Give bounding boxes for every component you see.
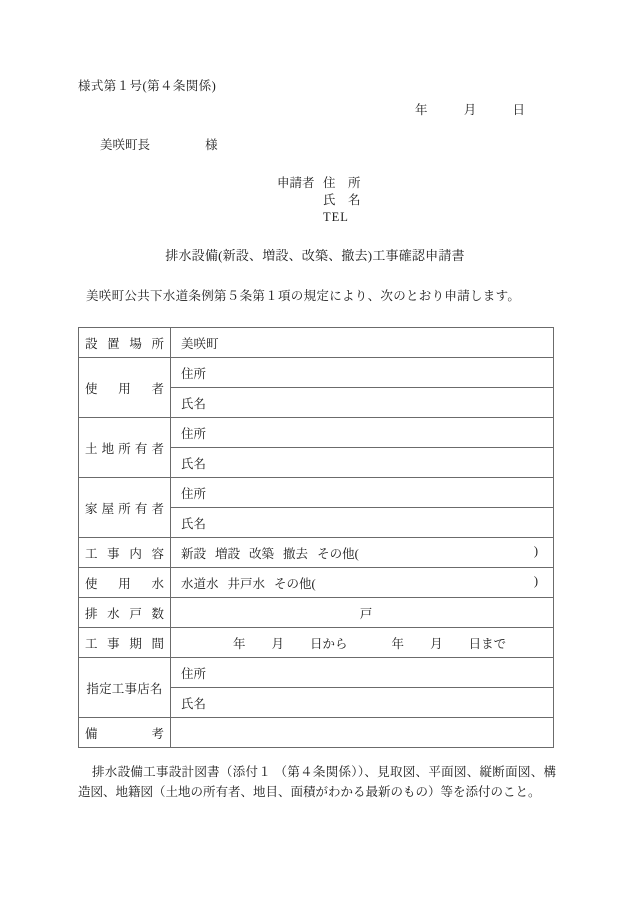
- table-row: [79, 658, 554, 688]
- period-line: [233, 634, 506, 652]
- date-day-label: 日: [512, 103, 526, 117]
- table-row: [79, 598, 554, 628]
- option-3[interactable]: 改築: [249, 546, 275, 561]
- sub-field-label: 住所: [181, 426, 207, 441]
- value-cell[interactable]: [171, 718, 554, 748]
- options-cell[interactable]: [171, 568, 554, 598]
- option-1[interactable]: 水道水: [181, 576, 219, 591]
- intro-sentence: 美咲町公共下水道条例第５条第１項の規定により、次のとおり申請します。: [86, 289, 521, 303]
- row-label-cell: [79, 478, 171, 538]
- option-1[interactable]: 新設: [181, 546, 207, 561]
- option-other-label[interactable]: その他(: [274, 576, 316, 591]
- table-row: [79, 478, 554, 508]
- table-row: [79, 418, 554, 448]
- addressee-name: 美咲町長: [100, 138, 151, 152]
- sub-field-cell[interactable]: [171, 358, 554, 388]
- applicant-tel-row: [277, 209, 361, 226]
- row-label-cell: [79, 568, 171, 598]
- option-2[interactable]: 増設: [215, 546, 241, 561]
- date-month-label: 月: [463, 103, 477, 117]
- sub-field-cell[interactable]: [171, 688, 554, 718]
- sub-field-label: 氏名: [181, 396, 207, 411]
- table-row: [79, 628, 554, 658]
- applicant-block: [277, 175, 361, 226]
- applicant-name-label: 氏 名: [323, 193, 361, 207]
- sub-field-label: 住所: [181, 486, 207, 501]
- row-label: 工事期間: [85, 636, 164, 651]
- option-list: [181, 577, 316, 591]
- row-label: 備考: [85, 726, 164, 741]
- sub-field-label: 住所: [181, 666, 207, 681]
- row-label: 使用水: [85, 576, 164, 591]
- row-label-cell: [79, 718, 171, 748]
- application-form-table: [78, 327, 554, 748]
- row-label: 使用者: [85, 381, 164, 396]
- applicant-tel-label: TEL: [323, 210, 349, 224]
- form-table-body: [79, 328, 554, 748]
- period-to-year-label: 年: [391, 636, 405, 651]
- table-row: [79, 568, 554, 598]
- table-row: [79, 718, 554, 748]
- period-from-month-label: 月: [271, 636, 285, 651]
- applicant-address-row: [277, 175, 361, 192]
- row-label: 工事内容: [85, 546, 164, 561]
- sub-field-label: 住所: [181, 366, 207, 381]
- row-label: 設置場所: [85, 336, 164, 351]
- row-label-cell: [79, 418, 171, 478]
- option-4[interactable]: 撤去: [283, 546, 309, 561]
- value-cell[interactable]: [171, 328, 554, 358]
- row-label-cell: [79, 598, 171, 628]
- applicant-name-row: [277, 192, 361, 209]
- row-label-cell: [79, 328, 171, 358]
- unit-cell[interactable]: [171, 598, 554, 628]
- date-line: [415, 100, 525, 118]
- sub-field-cell[interactable]: [171, 388, 554, 418]
- addressee: [100, 135, 218, 153]
- options-cell[interactable]: [171, 538, 554, 568]
- option-2[interactable]: 井戸水: [227, 576, 266, 591]
- document-title: 排水設備(新設、増設、改築、撤去)工事確認申請書: [165, 248, 465, 263]
- sub-field-cell[interactable]: [171, 418, 554, 448]
- date-year-label: 年: [415, 103, 428, 117]
- row-label-cell: [79, 358, 171, 418]
- sub-field-cell[interactable]: [171, 508, 554, 538]
- row-label: 家屋所有者: [85, 501, 164, 516]
- sub-field-cell[interactable]: [171, 658, 554, 688]
- table-row: [79, 358, 554, 388]
- sub-field-cell[interactable]: [171, 448, 554, 478]
- option-other-label[interactable]: その他(: [317, 546, 359, 561]
- table-row: [79, 538, 554, 568]
- period-to-day-label: 日まで: [468, 636, 507, 651]
- addressee-honorific: 様: [205, 138, 218, 152]
- sub-field-label: 氏名: [181, 516, 207, 531]
- period-from-day-label: 日から: [310, 636, 348, 651]
- row-label: 指定工事店名: [86, 681, 163, 696]
- unit-label: 戸: [359, 606, 373, 621]
- sub-field-label: 氏名: [181, 456, 207, 471]
- form-number: 様式第１号(第４条関係): [78, 79, 217, 93]
- row-label-cell: [79, 538, 171, 568]
- option-list: [181, 547, 359, 561]
- attachment-note: 排水設備工事設計図書（添付１ （第４条関係））、見取図、平面図、縦断面図、構造図、地籍図（土地の所有者、地目、面積がわかる最新のもの）等を添付のこと。: [78, 765, 556, 799]
- sub-field-cell[interactable]: [171, 478, 554, 508]
- period-from-year-label: 年: [233, 636, 246, 651]
- period-to-month-label: 月: [430, 636, 443, 651]
- row-label-cell: [79, 658, 171, 718]
- table-row: [79, 328, 554, 358]
- row-label: 排水戸数: [85, 606, 164, 621]
- sub-field-label: 氏名: [181, 696, 207, 711]
- value-text: 美咲町: [181, 336, 219, 351]
- period-cell[interactable]: [171, 628, 554, 658]
- applicant-title: 申請者: [277, 176, 315, 190]
- option-other-close-paren: ): [533, 543, 538, 558]
- row-label-cell: [79, 628, 171, 658]
- option-other-close-paren: ): [533, 573, 538, 588]
- row-label: 土地所有者: [85, 441, 164, 456]
- applicant-address-label: 住 所: [323, 176, 361, 190]
